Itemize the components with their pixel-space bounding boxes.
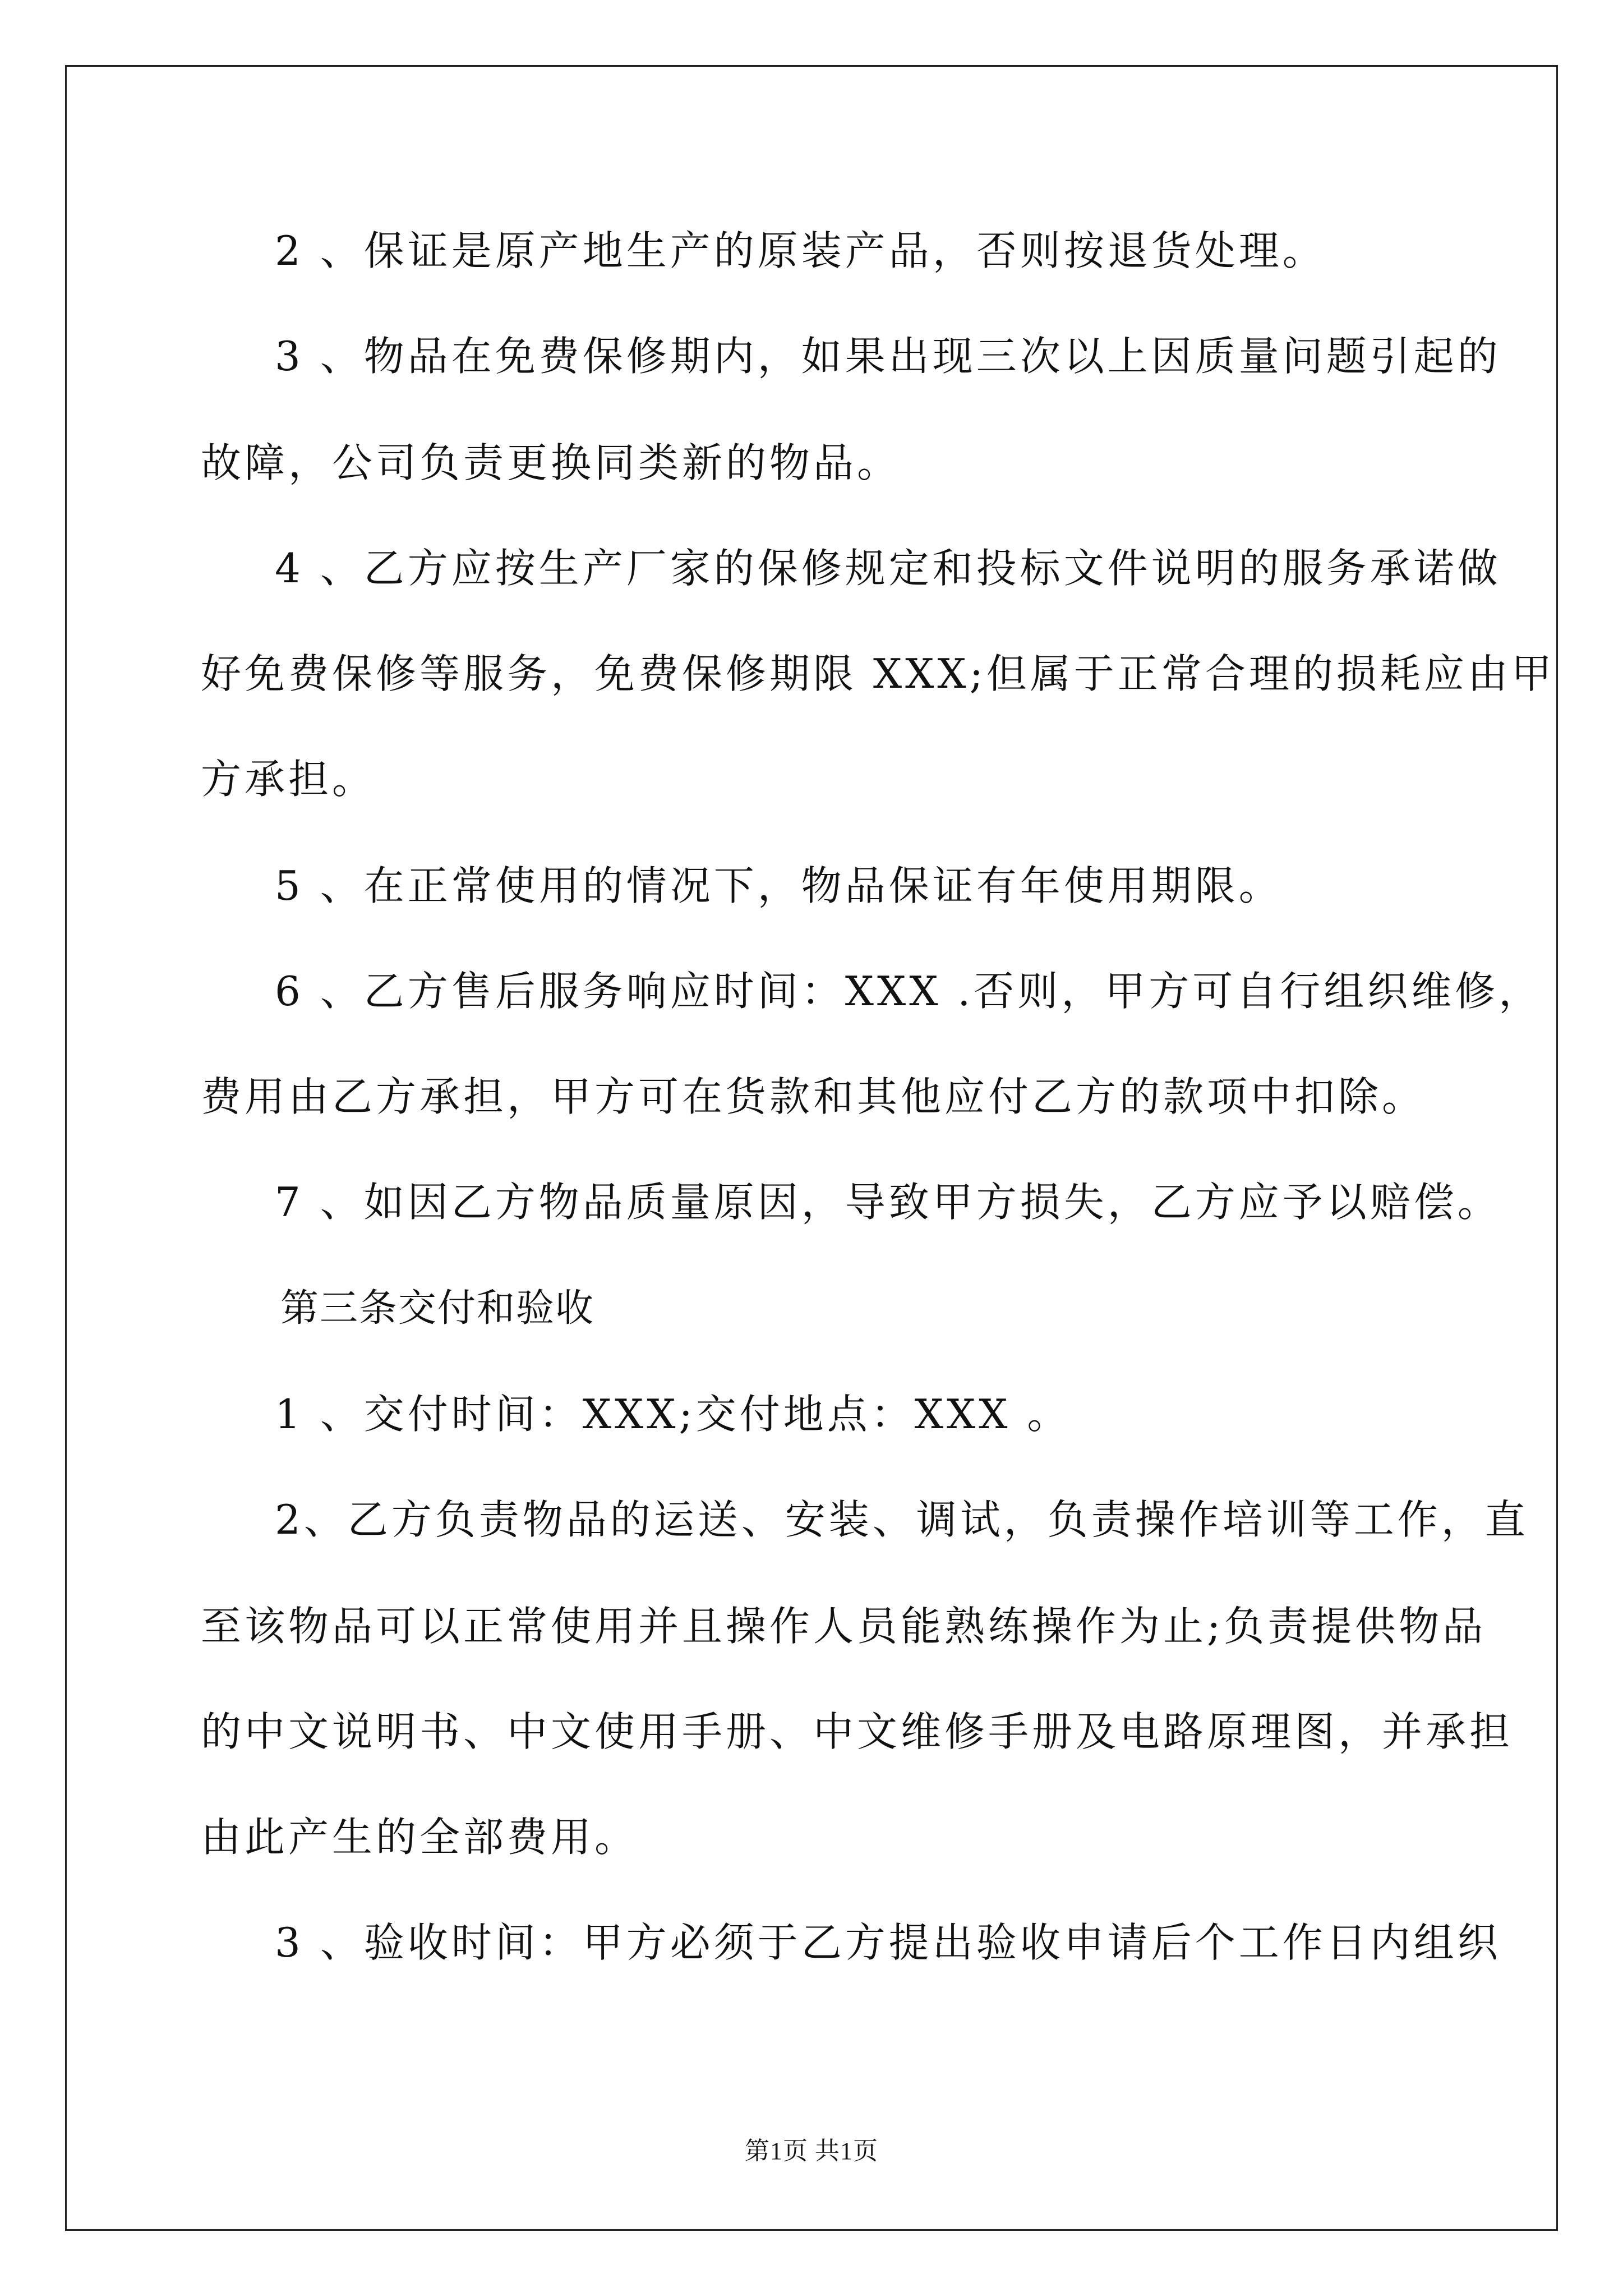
page-border <box>65 65 1558 2231</box>
clause-4-line-1: 4 、乙方应按生产厂家的保修规定和投标文件说明的服务承诺做 <box>275 545 1501 592</box>
clause-4-line-2: 好免费保修等服务，免费保修期限 XXX;但属于正常合理的损耗应由甲 <box>201 650 1555 697</box>
clause-7-compensation: 7 、如因乙方物品质量原因，导致甲方损失，乙方应予以赔偿。 <box>275 1179 1501 1226</box>
clause-2-warranty-origin: 2 、保证是原产地生产的原装产品，否则按退货处理。 <box>275 227 1326 274</box>
clause-6-line-1: 6 、乙方售后服务响应时间：XXX .否则，甲方可自行组织维修， <box>275 968 1543 1015</box>
delivery-clause-2-line-4: 由此产生的全部费用。 <box>201 1814 639 1861</box>
clause-4-line-3: 方承担。 <box>201 756 376 803</box>
delivery-clause-2-line-1: 2、乙方负责物品的运送、安装、调试，负责操作培训等工作，直 <box>275 1496 1529 1543</box>
clause-3-line-2: 故障，公司负责更换同类新的物品。 <box>201 439 901 486</box>
clause-3-line-1: 3 、物品在免费保修期内，如果出现三次以上因质量问题引起的 <box>275 333 1501 380</box>
section-heading-delivery-acceptance: 第三条交付和验收 <box>280 1286 595 1331</box>
clause-6-line-2: 费用由乙方承担，甲方可在货款和其他应付乙方的款项中扣除。 <box>201 1073 1426 1120</box>
clause-5-usage-period: 5 、在正常使用的情况下，物品保证有年使用期限。 <box>275 862 1283 909</box>
delivery-clause-2-line-2: 至该物品可以正常使用并且操作人员能熟练操作为止;负责提供物品 <box>201 1603 1487 1650</box>
delivery-clause-2-line-3: 的中文说明书、中文使用手册、中文维修手册及电路原理图，并承担 <box>201 1708 1514 1755</box>
page-number-footer: 第1页 共1页 <box>745 2137 878 2165</box>
delivery-clause-1: 1 、交付时间：XXX;交付地点：XXX 。 <box>275 1391 1071 1438</box>
delivery-clause-3-line-1: 3 、验收时间：甲方必须于乙方提出验收申请后个工作日内组织 <box>275 1919 1501 1966</box>
